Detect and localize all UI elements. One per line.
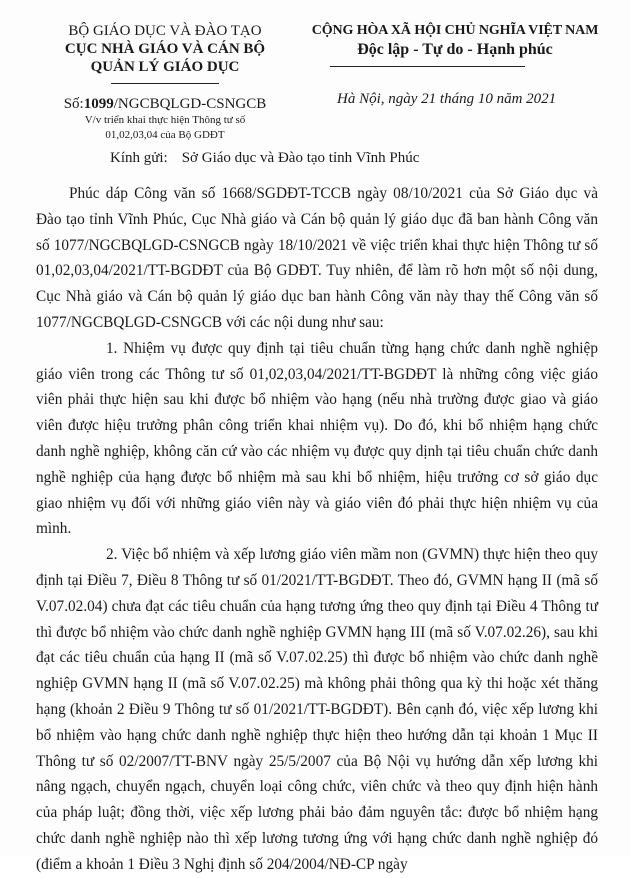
document-number (40, 95, 290, 113)
header-left-divider (111, 83, 219, 84)
ministry-name: BỘ GIÁO DỤC VÀ ĐÀO TẠO (68, 23, 262, 39)
document-number-prefix: Số: (63, 96, 84, 112)
document-number-value: 1099 (83, 96, 114, 112)
department-name-line1: CỤC NHÀ GIÁO VÀ CÁN BỘ (64, 41, 266, 57)
nation-title: CỘNG HÒA XÃ HỘI CHỦ NGHĨA VIỆT NAM (311, 23, 599, 38)
body-paragraph-item-1: 1. Nhiệm vụ được quy định tại tiêu chuẩn từng hạng chức danh nghề nghiệp giáo viên trong các Thông tư số 01,02,03,04/2021/TT-BGDĐT là những công việc giáo viên phải thực hiện sau khi được bổ nhiệm vào hạng (nếu nhà trường được giao và giáo viên được hiệu trưởng phân công triển khai nhiệm vụ). Do đó, khi bổ nhiệm hạng chức danh nghề nghiệp, không căn cứ vào các nhiệm vụ được quy dịnh tại tiêu chuẩn chức danh nghề nghiệp của hạng được bổ nhiệm mà sau khi bổ nhiệm, hiệu trưởng cơ sở giáo dục giao nhiệm vụ đối với những giáo viên này và giáo viên đó phải thực hiện nhiệm vụ của mình. (36, 339, 598, 538)
document-number-code: /NGCBQLGD-CSNGCB (113, 96, 267, 112)
document-number-block (40, 95, 290, 143)
body-paragraph-intro: Phúc dáp Công văn số 1668/SGDĐT-TCCB ngày 08/10/2021 của Sở Giáo dục và Đào tạo tỉnh Vĩnh Phúc, Cục Nhà giáo và Cán bộ quản lý giáo dục đã ban hành Công văn số 1077/NGCBQLGD-CSNGCB ngày 18/10/2021 về việc triển khai thực hiện Thông tư số 01,02,03,04/2021/TT-BGDĐT của Bộ GDĐT. Tuy nhiên, để làm rõ hơn một số nội dung, Cục Nhà giáo và Cán bộ quản lý giáo dục ban hành Công văn này thay thế Công văn số 1077/NGCBQLGD-CSNGCB với các nội dung như sau: (36, 185, 598, 331)
subject-line1: V/v triển khai thực hiện Thông tư số (84, 114, 246, 126)
document-body (36, 181, 598, 878)
recipient-label: Kính gửi: (110, 150, 168, 166)
header-right-divider (330, 66, 525, 67)
recipient-name: Sở Giáo dục và Đào tạo tỉnh Vĩnh Phúc (181, 150, 420, 166)
body-paragraph-item-2: 2. Việc bổ nhiệm và xếp lương giáo viên mầm non (GVMN) thực hiện theo quy định tại Điều 7, Điều 8 Thông tư số 01/2021/TT-BGDĐT. Theo đó, GVMN hạng II (mã số V.07.02.04) chưa đạt các tiêu chuẩn của hạng tương ứng theo quy định tại Điều 4 Thông tư thì được bổ nhiệm vào chức danh nghề nghiệp GVMN hạng III (mã số V.07.02.26), sau khi đạt các tiêu chuẩn của hạng II (mã số V.07.02.25) thì được bổ nhiệm vào chức danh nghề nghiệp GVMN hạng II (mã số V.07.02.25) mà không phải thông qua kỳ thi hoặc xét thăng hạng (khoản 2 Điều 9 Thông tư số 01/2021/TT-BGDĐT). Bên cạnh đó, việc xếp lương khi bổ nhiệm vào hạng chức danh nghề nghiệp thực hiện theo hướng dẫn tại khoản 1 Mục II Thông tư số 02/2007/TT-BNV ngày 25/5/2007 của Bộ Nội vụ hướng dẫn xếp lương khi nâng ngạch, chuyển ngạch, chuyển loại công chức, viên chức và theo quy định hiện hành của pháp luật; đồng thời, việc xếp lương phải bảo đảm nguyên tắc: được bổ nhiệm hạng chức danh nghề nghiệp nào thì xếp lương tương ứng với hạng chức danh nghề nghiệp đó (điểm a khoản 1 Điều 3 Nghị định số 204/2004/NĐ-CP ngày (36, 546, 598, 873)
national-motto: Độc lập - Tự do - Hạnh phúc (357, 41, 553, 58)
subject-line2: 01,02,03,04 của Bộ GDĐT (105, 129, 225, 141)
issuing-agency-header (40, 22, 290, 84)
recipient-line (110, 150, 419, 167)
department-name-line2: QUẢN LÝ GIÁO DỤC (90, 59, 240, 75)
national-header (311, 22, 615, 67)
place-date: Hà Nội, ngày 21 tháng 10 năm 2021 (337, 91, 557, 107)
